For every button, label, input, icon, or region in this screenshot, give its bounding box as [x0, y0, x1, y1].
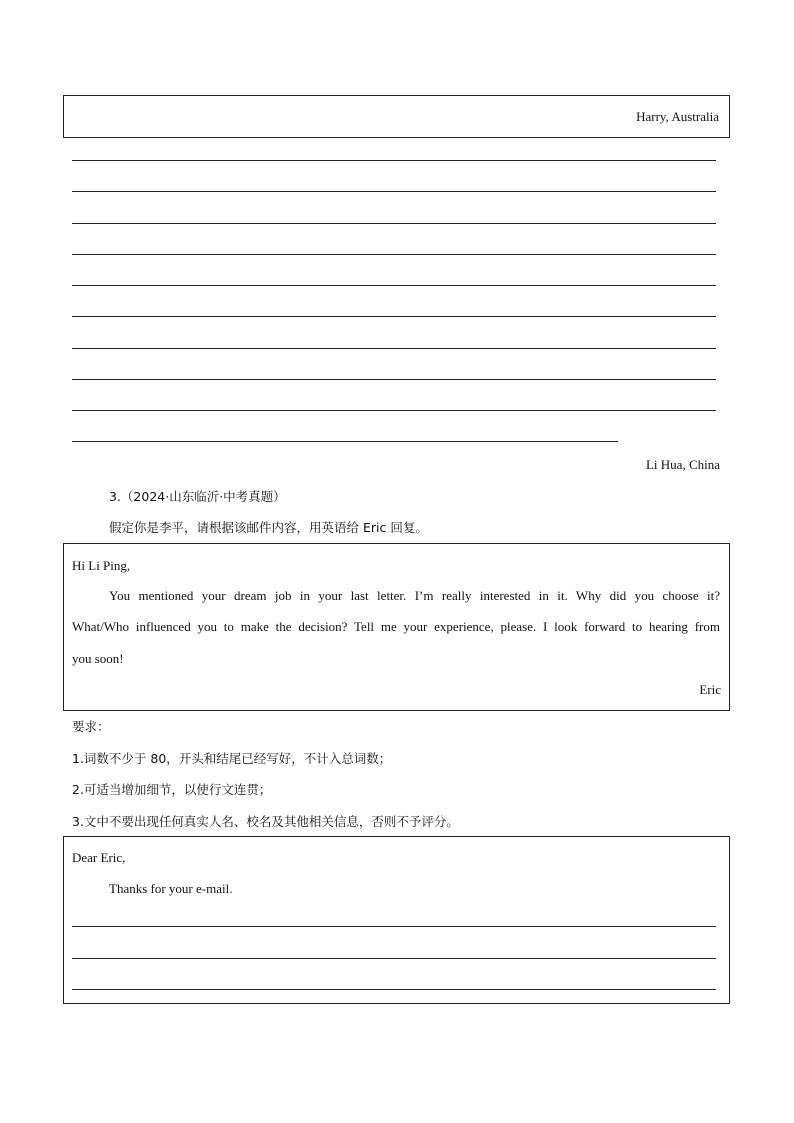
question-instruction: 假定你是李平，请根据该邮件内容，用英语给 Eric 回复。 [109, 520, 428, 535]
email-body-line-1: You mentioned your dream job in your last letter. I’m really interested in it. Why did you choose it? [109, 588, 720, 603]
writing-line[interactable] [72, 348, 716, 349]
writing-line[interactable] [72, 254, 716, 255]
writing-line[interactable] [72, 191, 716, 192]
email-body-line-3: you soon! [72, 651, 124, 666]
writing-line[interactable] [72, 410, 716, 411]
reply-greeting: Dear Eric, [72, 850, 126, 865]
writing-line[interactable] [72, 223, 716, 224]
writing-line[interactable] [72, 379, 716, 380]
previous-letter-box [63, 95, 730, 138]
reply-writing-line[interactable] [72, 926, 716, 927]
writing-line[interactable] [72, 160, 716, 161]
reply-box [63, 836, 730, 1004]
requirement-item: 3.文中不要出现任何真实人名、校名及其他相关信息，否则不予评分。 [72, 814, 459, 829]
email-body-line-2: What/Who influenced you to make the decision? Tell me your experience, please. I look forward to hearing from [72, 619, 720, 634]
requirement-item: 2.可适当增加细节，以使行文连贯； [72, 782, 272, 797]
requirement-item: 1.词数不少于 80，开头和结尾已经写好，不计入总词数； [72, 751, 392, 766]
reply-opening: Thanks for your e-mail. [109, 881, 233, 896]
reply-writing-line[interactable] [72, 989, 716, 990]
reply-writing-line[interactable] [72, 958, 716, 959]
requirements-heading: 要求： [72, 719, 110, 734]
email-signature: Eric [699, 682, 721, 697]
writing-line[interactable] [72, 316, 716, 317]
question-number-source: 3.（2024·山东临沂·中考真题） [109, 489, 286, 504]
email-greeting: Hi Li Ping, [72, 558, 131, 573]
writing-line[interactable] [72, 285, 716, 286]
answer-signature: Li Hua, China [645, 457, 720, 472]
previous-letter-signature: Harry, Australia [636, 109, 719, 124]
writing-line[interactable] [72, 441, 618, 442]
